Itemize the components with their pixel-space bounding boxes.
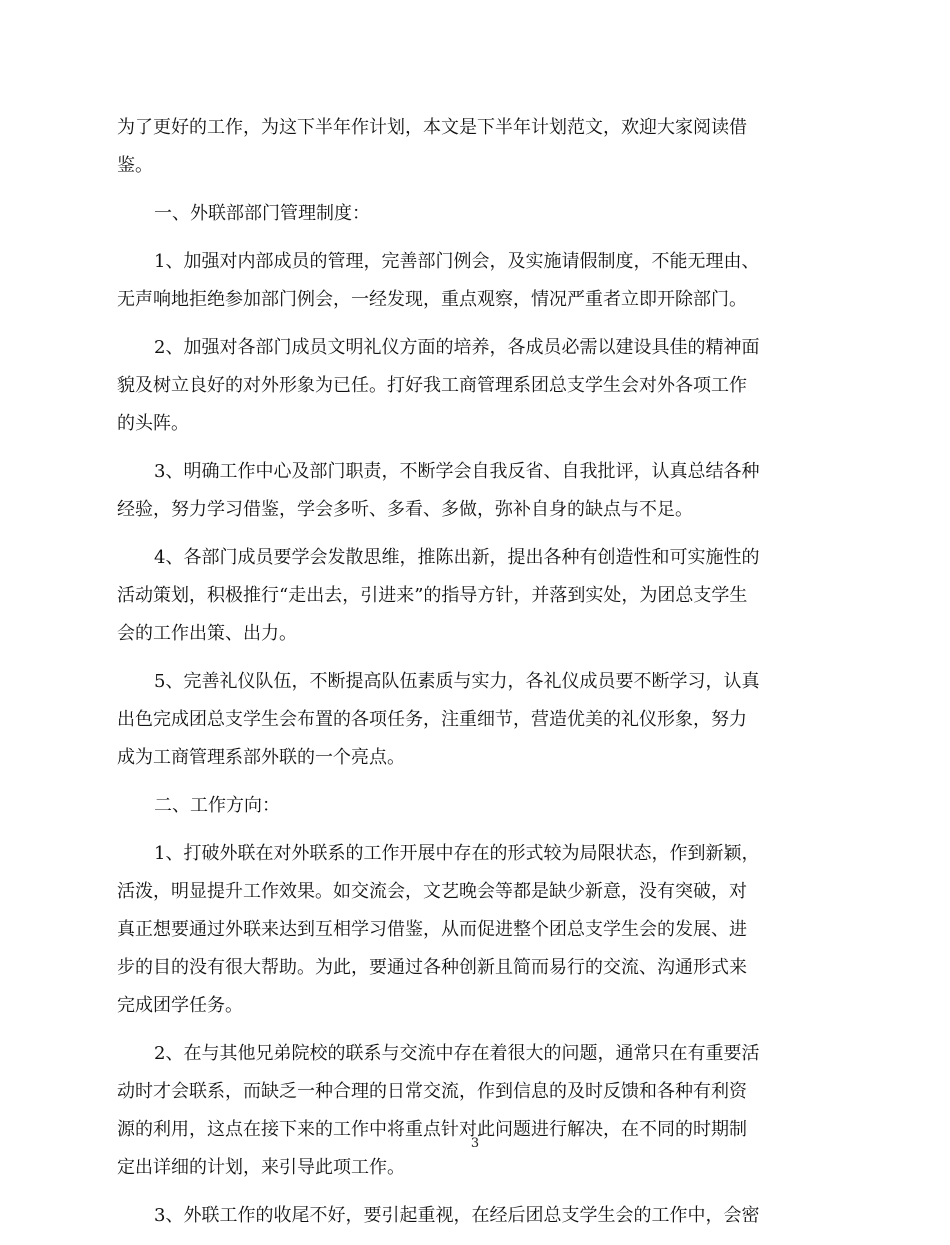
text-line: 1、打破外联在对外联系的工作开展中存在的形式较为局限状态，作到新颖， (154, 843, 760, 864)
text-line: 鉴。 (117, 155, 153, 176)
text-line: 无声响地拒绝参加部门例会，一经发现，重点观察，情况严重者立即开除部门。 (117, 289, 747, 310)
text-line: 二、工作方向： (154, 795, 280, 816)
text-line: 完成团学任务。 (117, 995, 243, 1016)
paragraph (117, 787, 806, 825)
text-line: 2、在与其他兄弟院校的联系与交流中存在着很大的问题，通常只在有重要活 (154, 1043, 760, 1064)
paragraph (117, 663, 806, 777)
paragraph (117, 195, 806, 233)
paragraph (117, 243, 806, 319)
paragraph (117, 1035, 806, 1187)
text-line: 真正想要通过外联来达到互相学习借鉴，从而促进整个团总支学生会的发展、进 (117, 919, 747, 940)
page-number: 3 (470, 1136, 480, 1151)
text-line: 会的工作出策、出力。 (117, 623, 297, 644)
text-line: 活泼，明显提升工作效果。如交流会，文艺晚会等都是缺少新意，没有突破，对 (117, 881, 747, 902)
text-line: 3、外联工作的收尾不好，要引起重视，在经后团总支学生会的工作中，会密 (154, 1205, 760, 1226)
text-line: 一、外联部部门管理制度： (154, 203, 370, 224)
document-body (117, 109, 806, 1245)
text-line: 貌及树立良好的对外形象为已任。打好我工商管理系团总支学生会对外各项工作 (117, 375, 747, 396)
text-line: 定出详细的计划，来引导此项工作。 (117, 1157, 405, 1178)
text-line: 经验，努力学习借鉴，学会多听、多看、多做，弥补自身的缺点与不足。 (117, 499, 693, 520)
text-line: 成为工商管理系部外联的一个亮点。 (117, 747, 405, 768)
text-line: 3、明确工作中心及部门职责，不断学会自我反省、自我批评，认真总结各种 (154, 461, 760, 482)
text-line: 5、完善礼仪队伍，不断提高队伍素质与实力，各礼仪成员要不断学习，认真 (154, 671, 760, 692)
paragraph (117, 835, 806, 1025)
text-line: 4、各部门成员要学会发散思维，推陈出新，提出各种有创造性和可实施性的 (154, 547, 760, 568)
paragraph (117, 539, 806, 653)
text-line: 出色完成团总支学生会布置的各项任务，注重细节，营造优美的礼仪形象，努力 (117, 709, 747, 730)
paragraph (117, 109, 806, 185)
text-line: 的头阵。 (117, 413, 189, 434)
text-line: 活动策划，积极推行“走出去，引进来”的指导方针，并落到实处，为团总支学生 (117, 585, 748, 606)
paragraph (117, 1197, 806, 1235)
text-line: 步的目的没有很大帮助。为此，要通过各种创新且简而易行的交流、沟通形式来 (117, 957, 747, 978)
text-line: 动时才会联系，而缺乏一种合理的日常交流，作到信息的及时反馈和各种有利资 (117, 1081, 747, 1102)
text-line: 1、加强对内部成员的管理，完善部门例会，及实施请假制度，不能无理由、 (154, 251, 760, 272)
paragraph (117, 329, 806, 443)
text-line: 源的利用，这点在接下来的工作中将重点针对此问题进行解决，在不同的时期制 (117, 1119, 747, 1140)
text-line: 2、加强对各部门成员文明礼仪方面的培养，各成员必需以建设具佳的精神面 (154, 337, 760, 358)
text-line: 为了更好的工作，为这下半年作计划，本文是下半年计划范文，欢迎大家阅读借 (117, 117, 747, 138)
paragraph (117, 453, 806, 529)
